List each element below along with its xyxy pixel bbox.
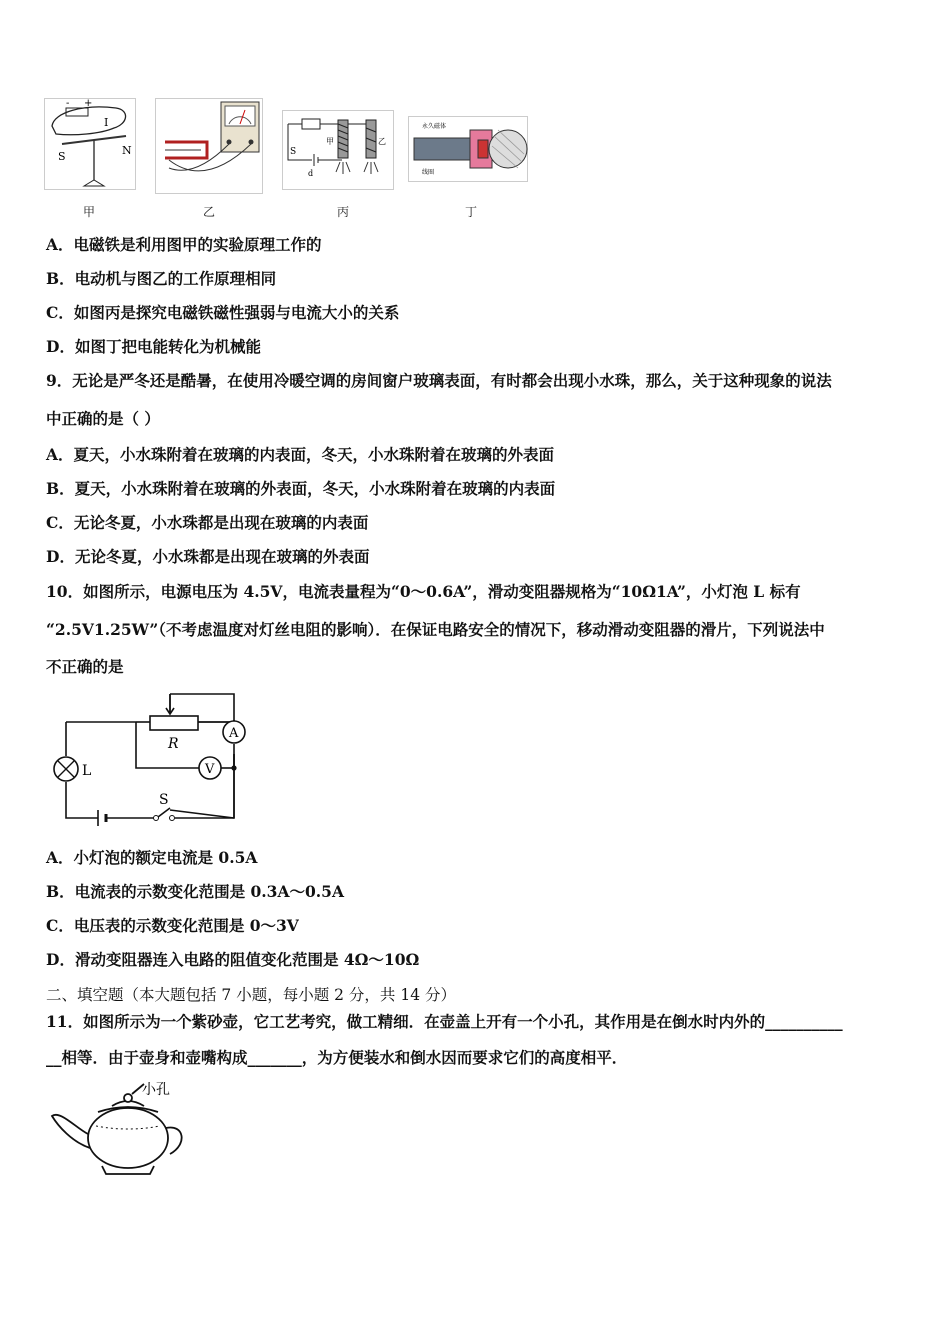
plus-label: + — [84, 98, 93, 109]
ammeter-label: A — [229, 726, 239, 741]
teapot-figure — [46, 1080, 191, 1180]
q8-option-a: A．电磁铁是利用图甲的实验原理工作的 — [46, 235, 322, 254]
figure-bing — [282, 110, 394, 190]
q9-stem-line1: 9．无论是严冬还是酷暑，在使用冷暖空调的房间窗户玻璃表面，有时都会出现小水珠，那么，关于这种现象的说法 — [46, 371, 832, 390]
q10-stem-line1: 10．如图所示，电源电压为 4.5V，电流表量程为“0～0.6A”，滑动变阻器规格为“10Ω1A”，小灯泡 L 标有 — [46, 582, 801, 601]
ding-magnet-label: 永久磁体 — [422, 123, 447, 130]
q10-option-d: D．滑动变阻器连入电路的阻值变化范围是 4Ω～10Ω — [46, 950, 420, 969]
q10-option-c: C．电压表的示数变化范围是 0～3V — [46, 916, 299, 935]
q10-stem-line3: 不正确的是 — [46, 657, 124, 676]
bing-d-label: d — [308, 169, 314, 178]
lamp-label: L — [82, 763, 92, 779]
caption-jia: 甲 — [83, 205, 96, 219]
caption-bing: 丙 — [337, 205, 350, 219]
figure-yi — [155, 98, 263, 194]
ding-coil-label: 线圈 — [422, 169, 435, 176]
q8-option-b: B．电动机与图乙的工作原理相同 — [46, 269, 277, 288]
figure-jia — [44, 98, 136, 190]
q10-stem-line2: “2.5V1.25W”（不考虑温度对灯丝电阻的影响）．在保证电路安全的情况下，移动滑动变阻器的滑片，下列说法中 — [46, 620, 825, 639]
south-label: S — [58, 150, 66, 163]
rheostat-symbol — [150, 716, 198, 730]
switch-label: S — [159, 792, 169, 808]
section2-title: 二、填空题（本大题包括 7 小题，每小题 2 分，共 14 分） — [46, 986, 457, 1004]
q8-option-d: D．如图丁把电能转化为机械能 — [46, 337, 261, 356]
q9-option-d: D．无论冬夏，小水珠都是出现在玻璃的外表面 — [46, 547, 370, 566]
bing-switch-label: S — [290, 147, 297, 157]
rheostat-label: R — [168, 736, 179, 752]
minus-label: - — [66, 98, 70, 109]
caption-ding: 丁 — [465, 205, 478, 219]
q9-option-a: A．夏天，小水珠附着在玻璃的内表面，冬天，小水珠附着在玻璃的外表面 — [46, 445, 555, 464]
bing-a-label: 甲 — [326, 137, 334, 146]
q10-option-a: A．小灯泡的额定电流是 0.5A — [46, 848, 258, 867]
q9-option-c: C．无论冬夏，小水珠都是出现在玻璃的内表面 — [46, 513, 369, 532]
q10-option-b: B．电流表的示数变化范围是 0.3A～0.5A — [46, 882, 344, 901]
small-hole-label: 小孔 — [142, 1082, 170, 1098]
q9-option-b: B．夏天，小水珠附着在玻璃的外表面，冬天，小水珠附着在玻璃的内表面 — [46, 479, 556, 498]
q9-stem-line2: 中正确的是（ ） — [46, 409, 160, 428]
figure-ding — [408, 116, 528, 182]
q10-circuit-diagram — [46, 690, 256, 830]
north-label: N — [122, 144, 132, 157]
bing-b-label: 乙 — [378, 137, 386, 146]
caption-yi: 乙 — [203, 205, 216, 219]
current-label: I — [104, 116, 109, 129]
q11-line1: 11．如图所示为一个紫砂壶，它工艺考究，做工精细．在壶盖上开有一个小孔，其作用是在倒水时内外的__________ — [46, 1012, 843, 1031]
q8-option-c: C．如图丙是探究电磁铁磁性强弱与电流大小的关系 — [46, 303, 400, 322]
voltmeter-label: V — [205, 762, 215, 777]
q11-line2: __相等．由于壶身和壶嘴构成_______，为方便装水和倒水因而要求它们的高度相平． — [46, 1048, 628, 1067]
